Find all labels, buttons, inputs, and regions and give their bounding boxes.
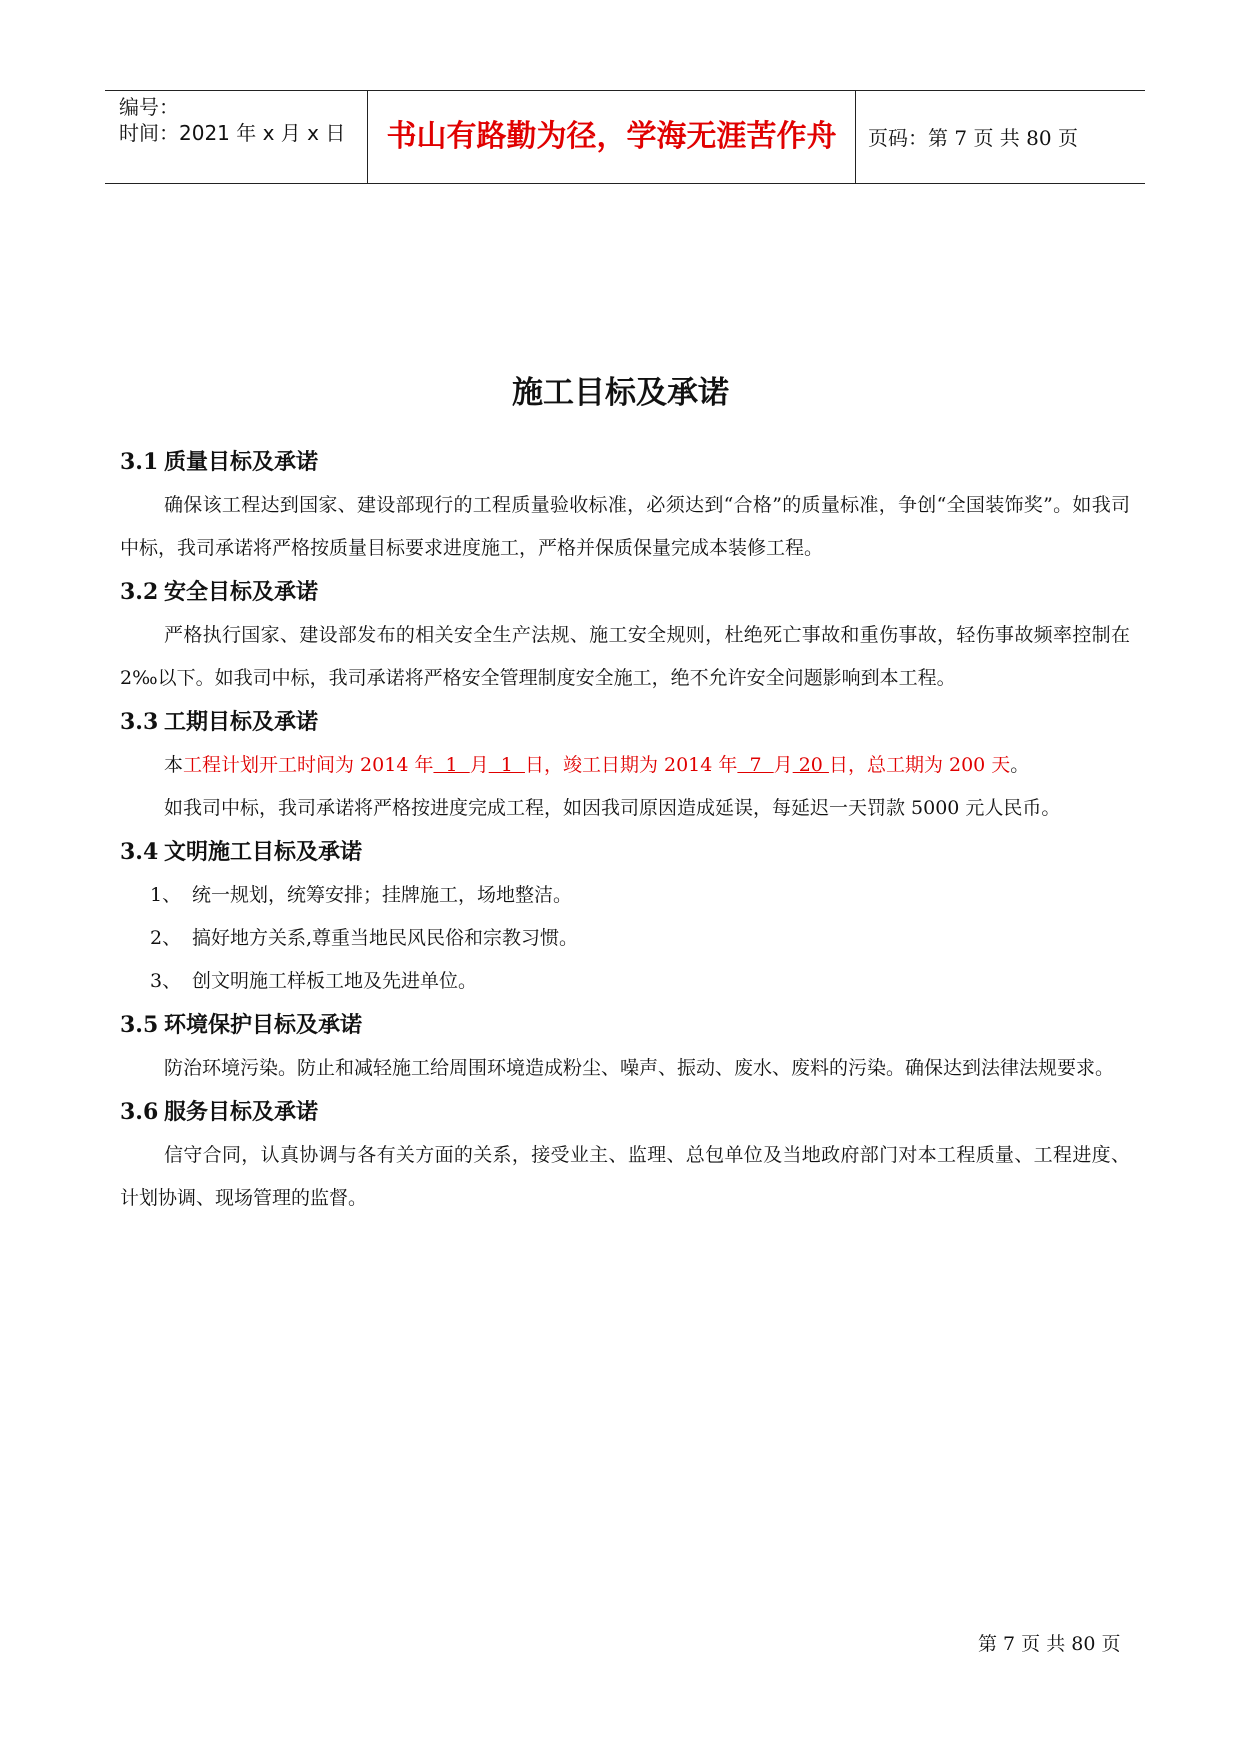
document-time-label: 时间：2021 年 x 月 x 日 [119, 121, 346, 145]
section-heading-3-5 [120, 1003, 1130, 1047]
list-item-text: 统一规划，统筹安排；挂牌施工，场地整洁。 [192, 884, 573, 906]
schedule-end-text: 日，总工期为 200 天 [828, 754, 1011, 776]
header-page-cell [856, 91, 1145, 183]
end-day-value: 20 [792, 754, 829, 776]
header-motto-cell [368, 91, 856, 183]
section-number: 3.4 [120, 839, 159, 865]
section-heading-3-6 [120, 1090, 1130, 1134]
header-page-code: 页码：第 7 页 共 80 页 [868, 126, 1078, 150]
section-heading-3-2 [120, 570, 1130, 614]
list-item-number: 2、 [150, 927, 182, 949]
schedule-prefix: 本 [164, 754, 184, 776]
month-char: 月 [469, 754, 489, 776]
schedule-paragraph [120, 744, 1130, 787]
document-body [120, 440, 1130, 1220]
section-paragraph: 如我司中标，我司承诺将严格按进度完成工程，如因我司原因造成延误，每延迟一天罚款 5000 元人民币。 [164, 797, 1061, 819]
section-heading-text: 质量目标及承诺 [164, 449, 319, 475]
end-month-value: 7 [737, 754, 774, 776]
list-item [120, 917, 1130, 960]
section-number: 3.3 [120, 709, 159, 735]
section-paragraph: 确保该工程达到国家、建设部现行的工程质量验收标准，必须达到“合格”的质量标准，争创“全国装饰奖”。如我司中标，我司承诺将严格按质量目标要求进度施工，严格并保质保量完成本装修工程。 [120, 494, 1130, 559]
header-info-cell [105, 91, 368, 183]
start-month-value: 1 [433, 754, 470, 776]
section-number: 3.2 [120, 579, 159, 605]
schedule-start-text: 工程计划开工时间为 2014 年 [183, 754, 434, 776]
header-motto: 书山有路勤为径，学海无涯苦作舟 [386, 119, 837, 154]
section-heading-text: 文明施工目标及承诺 [164, 839, 363, 865]
list-item [120, 874, 1130, 917]
section-number: 3.1 [120, 449, 159, 475]
section-heading-3-3 [120, 700, 1130, 744]
section-paragraph: 严格执行国家、建设部发布的相关安全生产法规、施工安全规则，杜绝死亡事故和重伤事故，轻伤事故频率控制在 2‰以下。如我司中标，我司承诺将严格安全管理制度安全施工，绝不允许安全问题影响到本工程。 [120, 624, 1130, 689]
month-char-2: 月 [773, 754, 793, 776]
section-heading-3-1 [120, 440, 1130, 484]
page-header [105, 90, 1145, 184]
list-item-text: 创文明施工样板工地及先进单位。 [192, 970, 478, 992]
list-item [120, 960, 1130, 1003]
page-footer: 第 7 页 共 80 页 [978, 1633, 1121, 1655]
list-item-text: 搞好地方关系,尊重当地民风民俗和宗教习惯。 [192, 927, 579, 949]
start-day-value: 1 [488, 754, 525, 776]
section-paragraph: 防治环境污染。防止和减轻施工给周围环境造成粉尘、噪声、振动、废水、废料的污染。确保达到法律法规要求。 [164, 1057, 1115, 1079]
list-item-number: 1、 [150, 884, 182, 906]
page-title: 施工目标及承诺 [512, 375, 729, 411]
section-heading-text: 工期目标及承诺 [164, 709, 319, 735]
section-heading-text: 安全目标及承诺 [164, 579, 319, 605]
section-number: 3.5 [120, 1012, 159, 1038]
section-number: 3.6 [120, 1099, 159, 1125]
document-number-label: 编号： [119, 95, 179, 119]
section-paragraph: 信守合同，认真协调与各有关方面的关系，接受业主、监理、总包单位及当地政府部门对本工程质量、工程进度、计划协调、现场管理的监督。 [120, 1144, 1130, 1209]
schedule-day-text: 日，竣工日期为 2014 年 [524, 754, 738, 776]
section-heading-text: 环境保护目标及承诺 [164, 1012, 363, 1038]
schedule-suffix: 。 [1010, 754, 1030, 776]
section-heading-text: 服务目标及承诺 [164, 1099, 319, 1125]
list-item-number: 3、 [150, 970, 182, 992]
section-heading-3-4 [120, 830, 1130, 874]
